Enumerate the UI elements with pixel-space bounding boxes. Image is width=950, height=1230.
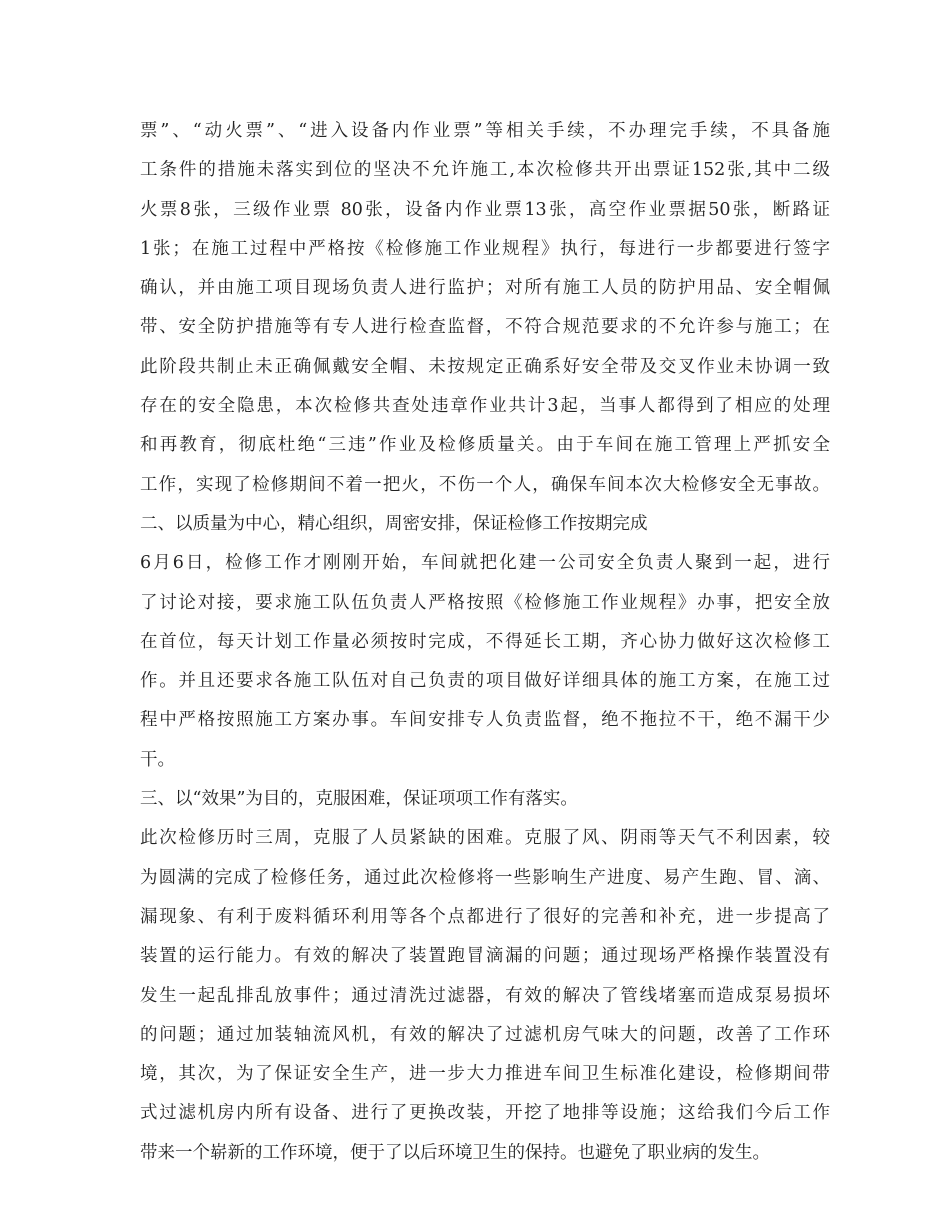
text-line: 程中严格按照施工方案办事。车间安排专人负责监督，绝不拖拉不干，绝不漏干少 [140, 710, 830, 731]
text-line: 了讨论对接，要求施工队伍负责人严格按照《检修施工作业规程》办事，把安全放 [140, 592, 830, 613]
text-line: 二、以质量为中心，精心组织，周密安排，保证检修工作按期完成 [140, 513, 648, 534]
text-line: 确认，并由施工项目现场负责人进行监护；对所有施工人员的防护用品、安全帽佩 [140, 278, 830, 299]
text-line: 工条件的措施未落实到位的坚决不允许施工,本次检修共开出票证152张,其中二级 [140, 160, 830, 181]
text-line: 漏现象、有利于废料循环利用等各个点都进行了很好的完善和补充，进一步提高了 [140, 906, 830, 927]
text-line: 的问题；通过加装轴流风机，有效的解决了过滤机房气味大的问题，改善了工作环 [140, 1024, 830, 1045]
text-line: 发生一起乱排乱放事件；通过清洗过滤器，有效的解决了管线堵塞而造成泵易损坏 [140, 985, 830, 1006]
text-line: 装置的运行能力。有效的解决了装置跑冒滴漏的问题；通过现场严格操作装置没有 [140, 946, 830, 967]
text-line: 三、以“效果”为目的，克服困难，保证项项工作有落实。 [140, 789, 578, 810]
text-line: 在首位，每天计划工作量必须按时完成，不得延长工期，齐心协力做好这次检修工 [140, 631, 830, 652]
text-line: 和再教育，彻底杜绝“三违”作业及检修质量关。由于车间在施工管理上严抓安全 [140, 435, 830, 456]
text-line: 火票8张，三级作业票 80张，设备内作业票13张，高空作业票据50张，断路证 [140, 199, 830, 220]
text-line: 作。并且还要求各施工队伍对自己负责的项目做好详细具体的施工方案，在施工过 [140, 671, 830, 692]
text-line: 干。 [140, 749, 175, 770]
text-line: 此次检修历时三周，克服了人员紧缺的困难。克服了风、阴雨等天气不利因素，较 [140, 828, 830, 849]
text-line: 工作，实现了检修期间不着一把火，不伤一个人，确保车间本次大检修安全无事故。 [140, 474, 830, 495]
text-line: 境，其次，为了保证安全生产，进一步大力推进车间卫生标准化建设，检修期间带 [140, 1064, 830, 1085]
text-line: 票”、“动火票”、“进入设备内作业票”等相关手续，不办理完手续，不具备施 [140, 121, 830, 141]
text-line: 为圆满的完成了检修任务，通过此次检修将一些影响生产进度、易产生跑、冒、滴、 [140, 867, 830, 888]
document-body [140, 112, 830, 1173]
text-line: 带、安全防护措施等有专人进行检查监督，不符合规范要求的不允许参与施工；在 [140, 317, 830, 338]
text-line: 式过滤机房内所有设备、进行了更换改装，开挖了地排等设施；这给我们今后工作 [140, 1103, 830, 1124]
text-line: 存在的安全隐患，本次检修共查处违章作业共计3起，当事人都得到了相应的处理 [140, 396, 830, 417]
text-line: 6月6日，检修工作才刚刚开始，车间就把化建一公司安全负责人聚到一起，进行 [140, 553, 830, 574]
text-line: 1张；在施工过程中严格按《检修施工作业规程》执行，每进行一步都要进行签字 [140, 238, 830, 259]
text-line: 带来一个崭新的工作环境，便于了以后环境卫生的保持。也避免了职业病的发生。 [140, 1142, 770, 1163]
text-line: 此阶段共制止未正确佩戴安全帽、未按规定正确系好安全带及交叉作业未协调一致 [140, 356, 830, 377]
